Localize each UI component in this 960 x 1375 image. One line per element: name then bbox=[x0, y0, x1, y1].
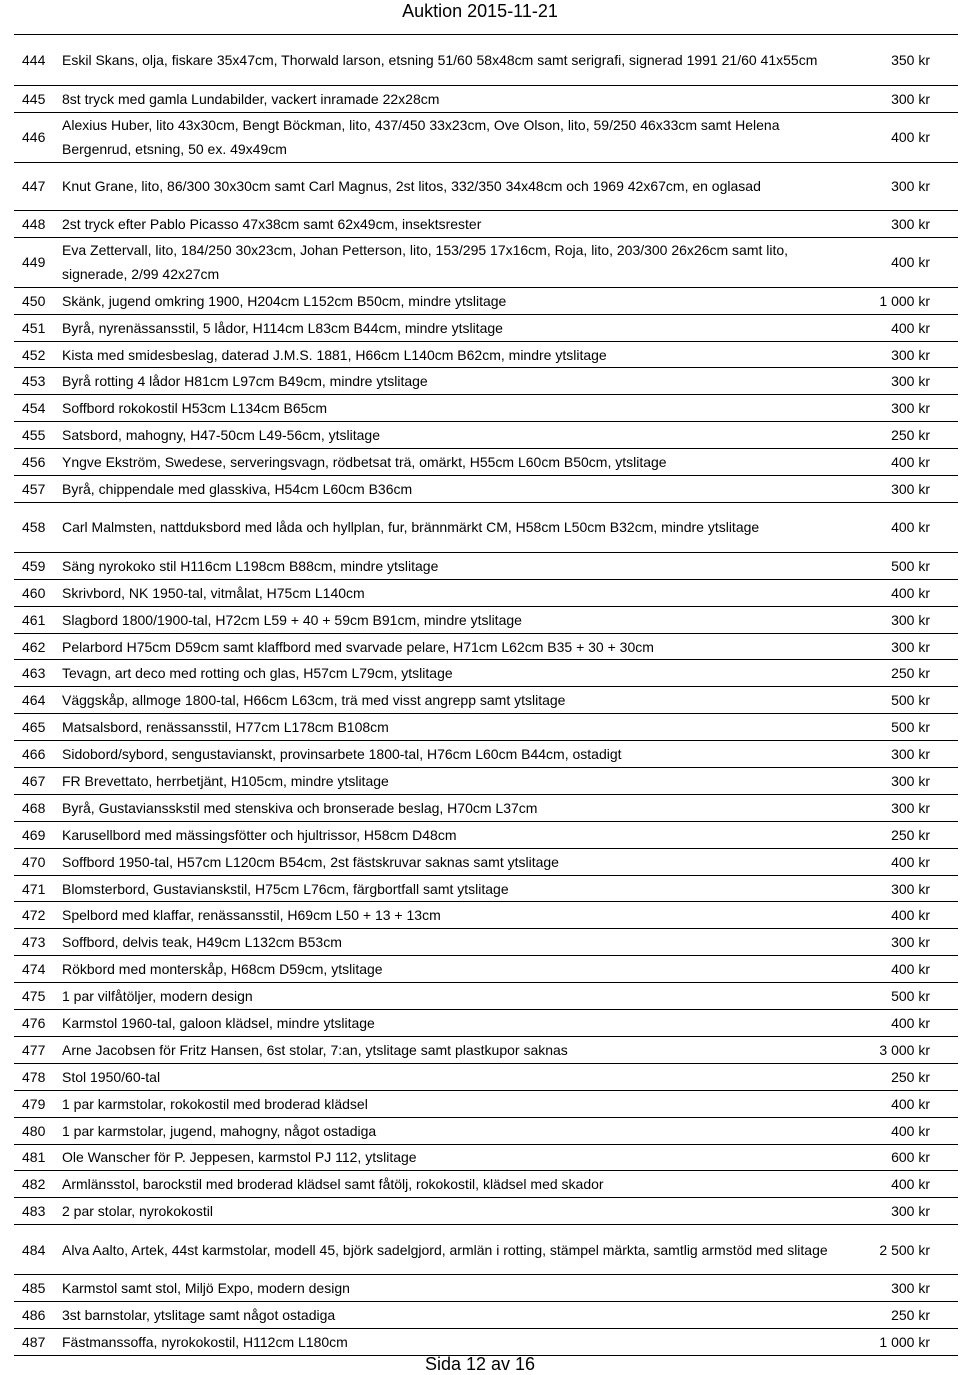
lot-price: 400 kr bbox=[891, 454, 930, 471]
page-number: Sida 12 av 16 bbox=[424, 1354, 536, 1374]
lot-price: 500 kr bbox=[891, 719, 930, 736]
lot-price: 300 kr bbox=[891, 799, 930, 816]
lot-price: 400 kr bbox=[891, 1122, 930, 1139]
lot-price: 300 kr bbox=[891, 934, 930, 951]
page-footer bbox=[0, 1354, 960, 1375]
lot-number: 486 bbox=[22, 1307, 46, 1323]
lot-price: 250 kr bbox=[891, 427, 930, 444]
lot-number: 457 bbox=[22, 480, 46, 497]
lot-number: 482 bbox=[22, 1176, 46, 1193]
lot-number: 463 bbox=[22, 665, 46, 682]
lot-description: Carl Malmsten, nattduksbord med låda och hyllplan, fur, brännmärkt CM, H58cm L50cm B32cm, mindre ytslitage bbox=[62, 519, 760, 536]
table-row bbox=[14, 476, 958, 503]
lot-description: Blomsterbord, Gustavianskstil, H75cm L76cm, färgbortfall samt ytslitage bbox=[62, 880, 509, 897]
lot-number: 484 bbox=[22, 1241, 46, 1258]
lot-description: Tevagn, art deco med rotting och glas, H57cm L79cm, ytslitage bbox=[62, 665, 453, 682]
lot-number: 452 bbox=[22, 346, 46, 363]
table-row bbox=[14, 1198, 958, 1225]
lot-price: 300 kr bbox=[891, 611, 930, 628]
lot-description: Säng nyrokoko stil H116cm L198cm B88cm, mindre ytslitage bbox=[62, 557, 439, 574]
table-row bbox=[14, 660, 958, 687]
lot-number: 455 bbox=[22, 427, 46, 444]
table-row bbox=[14, 876, 958, 903]
lot-description: Soffbord, delvis teak, H49cm L132cm B53cm bbox=[62, 934, 342, 951]
table-row bbox=[14, 929, 958, 956]
table-row bbox=[14, 1329, 958, 1356]
lot-price: 2 500 kr bbox=[879, 1241, 930, 1258]
table-row bbox=[14, 1118, 958, 1145]
lot-description: Spelbord med klaffar, renässansstil, H69cm L50 + 13 + 13cm bbox=[62, 907, 441, 924]
table-row bbox=[14, 288, 958, 315]
lot-price: 250 kr bbox=[891, 826, 930, 843]
table-row bbox=[14, 422, 958, 449]
table-row bbox=[14, 1010, 958, 1037]
lot-number: 454 bbox=[22, 400, 46, 417]
lot-number: 446 bbox=[22, 129, 46, 146]
lot-number: 466 bbox=[22, 746, 46, 763]
lot-description: 1 par karmstolar, jugend, mahogny, något ostadiga bbox=[62, 1122, 377, 1139]
lot-price: 300 kr bbox=[891, 1280, 930, 1297]
lot-number: 459 bbox=[22, 557, 46, 574]
table-row bbox=[14, 741, 958, 768]
table-row bbox=[14, 822, 958, 849]
lot-description: Sidobord/sybord, sengustavianskt, provinsarbete 1800-tal, H76cm L60cm B44cm, ostadigt bbox=[62, 746, 622, 763]
lot-price: 300 kr bbox=[891, 90, 930, 107]
lot-price: 400 kr bbox=[891, 519, 930, 536]
lot-description: Skrivbord, NK 1950-tal, vitmålat, H75cm L140cm bbox=[62, 584, 365, 601]
lot-number: 460 bbox=[22, 584, 46, 601]
lot-number: 472 bbox=[22, 907, 46, 924]
lot-price: 400 kr bbox=[891, 1176, 930, 1193]
table-row bbox=[14, 983, 958, 1010]
lot-description: Byrå, nyrenässansstil, 5 lådor, H114cm L83cm B44cm, mindre ytslitage bbox=[62, 319, 503, 336]
lot-price: 500 kr bbox=[891, 988, 930, 1005]
lot-price: 300 kr bbox=[891, 480, 930, 497]
lot-description: Slagbord 1800/1900-tal, H72cm L59 + 40 + 59cm B91cm, mindre ytslitage bbox=[62, 611, 522, 628]
lot-description: Alva Aalto, Artek, 44st karmstolar, modell 45, björk sadelgjord, armlän i rotting, stämpel märkta, samtlig armstöd med slitage bbox=[62, 1241, 828, 1258]
lot-price: 300 kr bbox=[891, 1203, 930, 1220]
table-row bbox=[14, 956, 958, 983]
lot-description: Soffbord rokokostil H53cm L134cm B65cm bbox=[62, 400, 328, 417]
lot-number: 468 bbox=[22, 799, 46, 816]
lot-price: 300 kr bbox=[891, 772, 930, 789]
lot-price: 400 kr bbox=[891, 319, 930, 336]
lot-description: Eva Zettervall, lito, 184/250 30x23cm, Johan Petterson, lito, 153/295 17x16cm, Roja, lito, 203/300 26x26cm samt lito, signerade, 2/99 42x27cm bbox=[62, 242, 789, 283]
lot-price: 250 kr bbox=[891, 665, 930, 682]
lot-price: 300 kr bbox=[891, 178, 930, 195]
table-row bbox=[14, 86, 958, 113]
table-row bbox=[14, 687, 958, 714]
lot-description: 3st barnstolar, ytslitage samt något ostadiga bbox=[62, 1307, 336, 1323]
lot-description: Stol 1950/60-tal bbox=[62, 1068, 161, 1085]
lot-number: 449 bbox=[22, 254, 46, 271]
lot-number: 458 bbox=[22, 519, 46, 536]
lot-description: 8st tryck med gamla Lundabilder, vackert inramade 22x28cm bbox=[62, 90, 440, 107]
table-row bbox=[14, 795, 958, 822]
lot-description: Armlänsstol, barockstil med broderad klädsel samt fåtölj, rokokostil, klädsel med skador bbox=[62, 1176, 604, 1193]
lot-description: Yngve Ekström, Swedese, serveringsvagn, rödbetsat trä, omärkt, H55cm L60cm B50cm, ytslitage bbox=[62, 454, 667, 471]
lot-description: Matsalsbord, renässansstil, H77cm L178cm B108cm bbox=[62, 719, 389, 736]
lot-price: 500 kr bbox=[891, 557, 930, 574]
lot-number: 453 bbox=[22, 373, 46, 390]
lot-number: 487 bbox=[22, 1333, 46, 1350]
table-row bbox=[14, 1302, 958, 1329]
lot-number: 469 bbox=[22, 826, 46, 843]
table-row bbox=[14, 163, 958, 211]
lot-description: Byrå rotting 4 lådor H81cm L97cm B49cm, mindre ytslitage bbox=[62, 373, 428, 390]
table-row bbox=[14, 714, 958, 741]
lot-number: 465 bbox=[22, 719, 46, 736]
lot-description: Ole Wanscher för P. Jeppesen, karmstol PJ 112, ytslitage bbox=[62, 1149, 417, 1166]
table-row bbox=[14, 768, 958, 795]
table-row bbox=[14, 1275, 958, 1302]
table-row bbox=[14, 1037, 958, 1064]
lot-description: Alexius Huber, lito 43x30cm, Bengt Böckman, lito, 437/450 33x23cm, Ove Olson, lito, 59/250 46x33cm samt Helena Bergenrud, etsning, 50 ex. 49x49cm bbox=[62, 117, 780, 158]
lot-description: Soffbord 1950-tal, H57cm L120cm B54cm, 2st fästskruvar saknas samt ytslitage bbox=[62, 853, 559, 870]
lot-number: 461 bbox=[22, 611, 46, 628]
lot-price: 300 kr bbox=[891, 880, 930, 897]
lot-description: 1 par vilfåtöljer, modern design bbox=[62, 988, 253, 1005]
lot-number: 471 bbox=[22, 880, 46, 897]
lot-number: 481 bbox=[22, 1149, 46, 1166]
lot-price: 3 000 kr bbox=[879, 1041, 930, 1058]
lot-number: 474 bbox=[22, 961, 46, 978]
lot-price: 400 kr bbox=[891, 907, 930, 924]
lot-price: 400 kr bbox=[891, 129, 930, 146]
lot-price: 500 kr bbox=[891, 692, 930, 709]
lot-price: 400 kr bbox=[891, 584, 930, 601]
lot-description: Knut Grane, lito, 86/300 30x30cm samt Carl Magnus, 2st litos, 332/350 34x48cm och 1969 42x67cm, en oglasad bbox=[62, 178, 761, 195]
table-row bbox=[14, 503, 958, 553]
table-row bbox=[14, 368, 958, 395]
lot-number: 451 bbox=[22, 319, 46, 336]
lot-number: 475 bbox=[22, 988, 46, 1005]
table-row bbox=[14, 849, 958, 876]
lot-description: Eskil Skans, olja, fiskare 35x47cm, Thorwald larson, etsning 51/60 58x48cm samt serigrafi, signerad 1991 21/60 41x55cm bbox=[62, 52, 818, 68]
table-row bbox=[14, 315, 958, 342]
lot-description: Karmstol samt stol, Miljö Expo, modern design bbox=[62, 1280, 350, 1297]
lot-number: 450 bbox=[22, 292, 46, 309]
lot-number: 464 bbox=[22, 692, 46, 709]
lot-number: 485 bbox=[22, 1280, 46, 1297]
lot-description: Rökbord med monterskåp, H68cm D59cm, ytslitage bbox=[62, 961, 383, 978]
lot-number: 479 bbox=[22, 1095, 46, 1112]
lot-number: 473 bbox=[22, 934, 46, 951]
lot-number: 480 bbox=[22, 1122, 46, 1139]
lot-number: 467 bbox=[22, 772, 46, 789]
auction-title: Auktion 2015-11-21 bbox=[402, 1, 558, 21]
lot-price: 300 kr bbox=[891, 746, 930, 763]
lot-number: 448 bbox=[22, 215, 46, 232]
lot-number: 447 bbox=[22, 178, 46, 195]
lot-number: 445 bbox=[22, 90, 46, 107]
table-row bbox=[14, 580, 958, 607]
lot-description: 2st tryck efter Pablo Picasso 47x38cm samt 62x49cm, insektsrester bbox=[62, 215, 482, 232]
table-row bbox=[14, 211, 958, 238]
table-row bbox=[14, 1064, 958, 1091]
table-row bbox=[14, 1145, 958, 1172]
table-row bbox=[14, 34, 958, 86]
lot-price: 400 kr bbox=[891, 961, 930, 978]
lot-price: 300 kr bbox=[891, 215, 930, 232]
lot-description: Satsbord, mahogny, H47-50cm L49-56cm, ytslitage bbox=[62, 427, 381, 444]
lot-price: 1 000 kr bbox=[879, 1333, 930, 1350]
lot-description: Skänk, jugend omkring 1900, H204cm L152cm B50cm, mindre ytslitage bbox=[62, 292, 507, 309]
lot-description: Arne Jacobsen för Fritz Hansen, 6st stolar, 7:an, ytslitage samt plastkupor saknas bbox=[62, 1041, 568, 1058]
lot-number: 477 bbox=[22, 1041, 46, 1058]
lot-number: 478 bbox=[22, 1068, 46, 1085]
lot-description: 1 par karmstolar, rokokostil med broderad klädsel bbox=[62, 1095, 368, 1112]
lot-description: FR Brevettato, herrbetjänt, H105cm, mindre ytslitage bbox=[62, 772, 389, 789]
lot-price: 400 kr bbox=[891, 1014, 930, 1031]
table-row bbox=[14, 634, 958, 661]
lot-number: 483 bbox=[22, 1203, 46, 1220]
table-row bbox=[14, 1171, 958, 1198]
lot-number: 462 bbox=[22, 638, 46, 655]
table-row bbox=[14, 553, 958, 580]
table-row bbox=[14, 113, 958, 163]
lot-price: 400 kr bbox=[891, 1095, 930, 1112]
table-row bbox=[14, 1091, 958, 1118]
page-header bbox=[0, 0, 960, 26]
lot-description: Kista med smidesbeslag, daterad J.M.S. 1881, H66cm L140cm B62cm, mindre ytslitage bbox=[62, 346, 607, 363]
lot-price: 1 000 kr bbox=[879, 292, 930, 309]
lot-price: 400 kr bbox=[891, 254, 930, 271]
lot-number: 456 bbox=[22, 454, 46, 471]
table-row bbox=[14, 449, 958, 476]
lot-price: 250 kr bbox=[891, 1068, 930, 1085]
lot-description: Byrå, chippendale med glasskiva, H54cm L60cm B36cm bbox=[62, 480, 413, 497]
lot-price: 300 kr bbox=[891, 400, 930, 417]
lot-description: Karmstol 1960-tal, galoon klädsel, mindre ytslitage bbox=[62, 1014, 375, 1031]
table-row bbox=[14, 1225, 958, 1275]
table-row bbox=[14, 238, 958, 288]
lot-price: 300 kr bbox=[891, 346, 930, 363]
table-row bbox=[14, 342, 958, 369]
table-row bbox=[14, 395, 958, 422]
lot-description: Pelarbord H75cm D59cm samt klaffbord med svarvade pelare, H71cm L62cm B35 + 30 + 30cm bbox=[62, 638, 654, 655]
table-row bbox=[14, 902, 958, 929]
lot-price: 400 kr bbox=[891, 853, 930, 870]
lot-price: 250 kr bbox=[891, 1307, 930, 1323]
table-row bbox=[14, 607, 958, 634]
lot-description: Byrå, Gustaviansskstil med stenskiva och bronserade beslag, H70cm L37cm bbox=[62, 799, 538, 816]
lot-description: Karusellbord med mässingsfötter och hjultrissor, H58cm D48cm bbox=[62, 826, 457, 843]
lot-price: 300 kr bbox=[891, 638, 930, 655]
lot-price: 300 kr bbox=[891, 373, 930, 390]
lot-description: 2 par stolar, nyrokokostil bbox=[62, 1203, 213, 1220]
lot-description: Väggskåp, allmoge 1800-tal, H66cm L63cm, trä med visst angrepp samt ytslitage bbox=[62, 692, 566, 709]
lot-number: 470 bbox=[22, 853, 46, 870]
lot-price: 350 kr bbox=[891, 52, 930, 68]
lot-table bbox=[14, 34, 958, 1356]
lot-number: 476 bbox=[22, 1014, 46, 1031]
lot-price: 600 kr bbox=[891, 1149, 930, 1166]
lot-description: Fästmanssoffa, nyrokokostil, H112cm L180cm bbox=[62, 1333, 348, 1350]
lot-number: 444 bbox=[22, 52, 46, 68]
